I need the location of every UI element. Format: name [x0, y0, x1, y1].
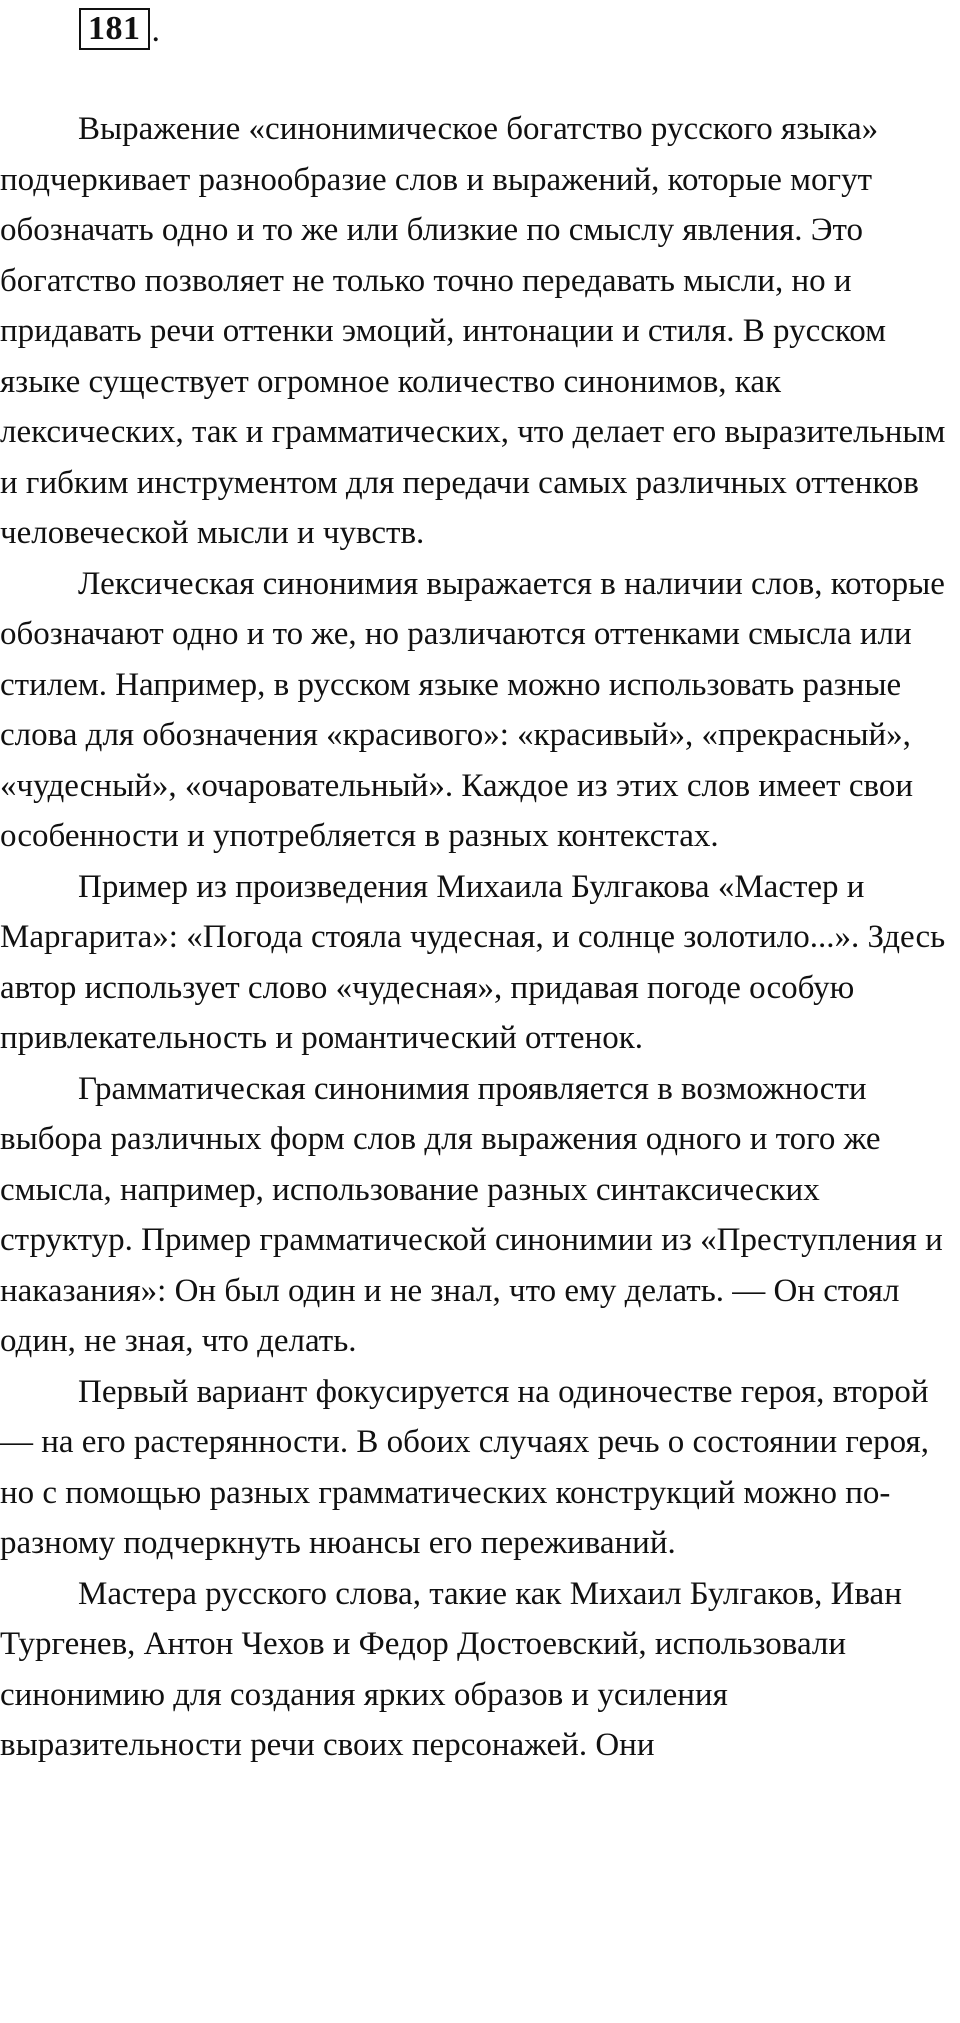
- paragraph-4: Грамматическая синонимия проявляется в возможности выбора различных форм слов для выражения одного и того же смысла, например, использование разных синтаксических структур. Пример грамматической синонимии из «Преступления и наказания»: Он был один и не знал, что ему делать. — Он стоял один, не зная, что делать.: [0, 1070, 943, 1359]
- task-number-dot: .: [151, 12, 160, 49]
- task-number-header: [79, 4, 160, 50]
- task-number-box: 181: [79, 8, 150, 50]
- paragraph-5: Первый вариант фокусируется на одиночестве героя, второй — на его растерянности. В обоих случаях речь о состоянии героя, но с помощью разных грамматических конструкций можно по-разному подчеркнуть нюансы его переживаний.: [0, 1373, 929, 1561]
- paragraph-3: Пример из произведения Михаила Булгакова «Мастер и Маргарита»: «Погода стояла чудесная, и солнце золотило...». Здесь автор использует слово «чудесная», придавая погоде особую привлекательность и романтический оттенок.: [0, 868, 946, 1056]
- paragraph-6: Мастера русского слова, такие как Михаил Булгаков, Иван Тургенев, Антон Чехов и Федор Достоевский, использовали синонимию для создания ярких образов и усиления выразительности речи своих персонажей. Они: [0, 1575, 902, 1763]
- paragraph-1: Выражение «синонимическое богатство русского языка» подчеркивает разнообразие слов и выражений, которые могут обозначать одно и то же или близкие по смыслу явления. Это богатство позволяет не только точно передавать мысли, но и придавать речи оттенки эмоций, интонации и стиля. В русском языке существует огромное количество синонимов, как лексических, так и грамматических, что делает его выразительным и гибким инструментом для передачи самых различных оттенков человеческой мысли и чувств.: [0, 111, 946, 551]
- paragraph-2: Лексическая синонимия выражается в наличии слов, которые обозначают одно и то же, но различаются оттенками смысла или стилем. Например, в русском языке можно использовать разные слова для обозначения «красивого»: «красивый», «прекрасный», «чудесный», «очаровательный». Каждое из этих слов имеет свои особенности и употребляется в разных контекстах.: [0, 565, 945, 854]
- answer-text: [0, 104, 958, 1771]
